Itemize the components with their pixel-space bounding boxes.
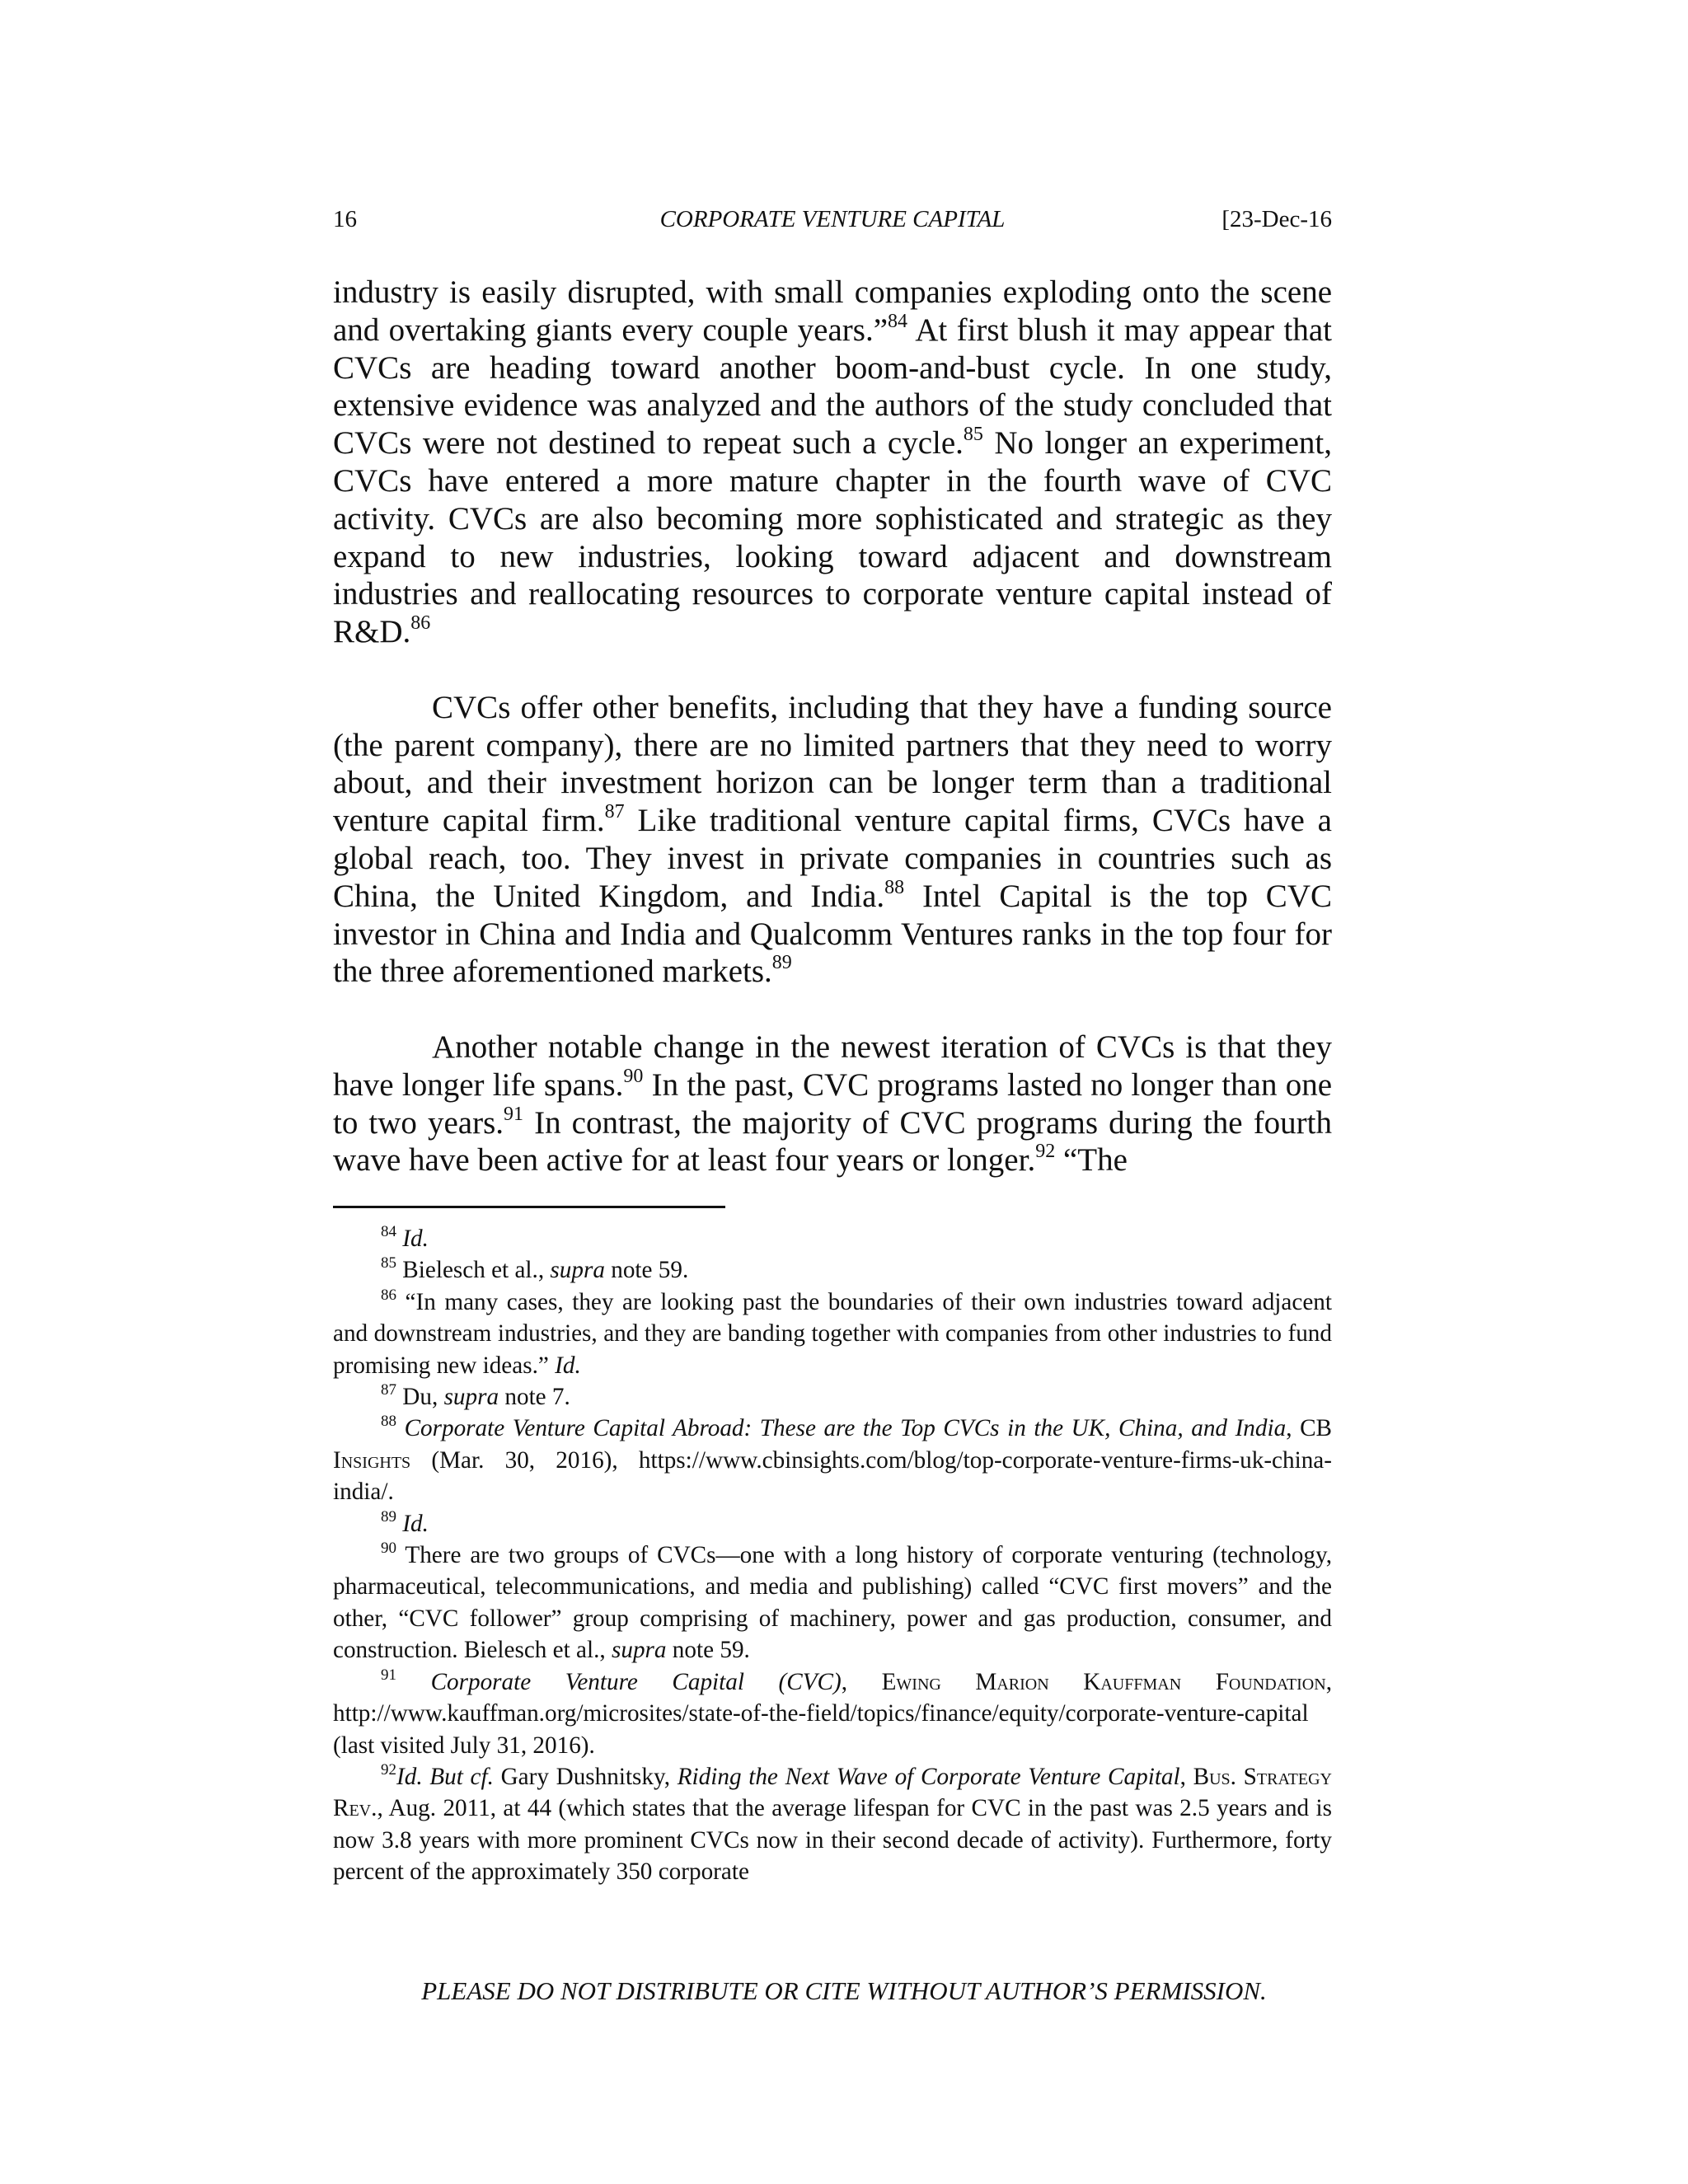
- footnote-91: [333, 1666, 1332, 1761]
- footnote-text: (Mar. 30, 2016), https://www.cbinsights.com/blog/top-corporate-venture-firms-uk-china-india/.: [333, 1446, 1332, 1506]
- paragraph-text: Like traditional venture capital firms, CVCs have a global reach, too. They invest in private companies in countries such as China, the United Kingdom, and India.: [333, 803, 1332, 914]
- footnote-89: [333, 1508, 1332, 1540]
- footnote-title: Corporate Venture Capital Abroad: These are the Top CVCs in the UK, China, and India: [404, 1415, 1287, 1442]
- footnote-92: [333, 1761, 1332, 1888]
- footnote-text: There are two groups of CVCs—one with a long history of corporate venturing (technology, pharmaceutical, telecommunications, and media and publishing) called “CVC first movers” and the other, “CVC follower” group comprising of machinery, power and gas production, consumer, and construction. Bielesch et al.,: [333, 1542, 1332, 1664]
- footnote-text: Du,: [396, 1384, 444, 1411]
- footnote-id: Id.: [555, 1352, 581, 1379]
- footnote-divider: [333, 1206, 725, 1208]
- footnote-88: [333, 1413, 1332, 1507]
- footnote-supra: supra: [612, 1637, 667, 1664]
- footnote-text: ,: [841, 1668, 882, 1695]
- running-title: CORPORATE VENTURE CAPITAL: [659, 206, 1006, 232]
- paragraph-text: In the past, CVC programs lasted no longer than one to two years.: [333, 1066, 1333, 1141]
- footnote-source: Bus. Strategy Rev.: [333, 1763, 1333, 1822]
- footnote-text: Bielesch et al.,: [396, 1257, 551, 1284]
- footnote-id: Id.: [402, 1510, 429, 1537]
- footnote-ref-89: 89: [771, 952, 792, 974]
- footnote-source: Insights: [333, 1446, 411, 1474]
- footnote-text: “In many cases, they are looking past the boundaries of their own industries toward adjacent and downstream industries, and they are banding together with companies from other industries to fund promising new ideas.”: [333, 1288, 1332, 1379]
- body-text: [333, 274, 1332, 1179]
- footnote-supra: supra: [550, 1257, 605, 1284]
- footnote-ref-87: 87: [604, 801, 625, 823]
- footnote-number: 89: [381, 1507, 396, 1526]
- footnote-supra: supra: [443, 1384, 499, 1411]
- footnote-84: [333, 1223, 1332, 1254]
- footnote-number: 88: [381, 1413, 396, 1431]
- paragraph-text: “The: [1055, 1142, 1128, 1179]
- paragraph-text: In contrast, the majority of CVC programs during the fourth wave have been active for at least four years or longer.: [333, 1104, 1333, 1179]
- running-date: [23-Dec-16: [1221, 206, 1332, 232]
- distribution-notice: PLEASE DO NOT DISTRIBUTE OR CITE WITHOUT AUTHOR’S PERMISSION.: [421, 1976, 1267, 2005]
- paragraph-2: [333, 689, 1332, 991]
- footnote-number: 84: [381, 1223, 396, 1240]
- footnote-90: [333, 1540, 1332, 1666]
- paragraph-text: industry is easily disrupted, with small companies exploding onto the scene and overtaking giants every couple years.”: [333, 274, 1332, 348]
- footnote-85: [333, 1254, 1332, 1286]
- paragraph-1: [333, 274, 1332, 651]
- footnote-ref-86: 86: [410, 612, 431, 635]
- footnote-86: [333, 1286, 1332, 1381]
- footnote-text: note 59.: [604, 1257, 689, 1284]
- footnote-ref-91: 91: [504, 1103, 524, 1125]
- footnote-ref-92: 92: [1035, 1141, 1056, 1163]
- footnote-text: Gary Dushnitsky,: [493, 1763, 678, 1790]
- paragraph-text: No longer an experiment, CVCs have entered a more mature chapter in the fourth wave of CVC activity. CVCs are also becoming more sophisticated and strategic as they expand to new industries, looking toward adjacent and downstream industries and reallocating resources to corporate venture capital instead of R&D.: [333, 425, 1332, 650]
- footnote-number: 86: [381, 1286, 396, 1304]
- footnote-source: Ewing Marion Kauffman Foundation: [881, 1668, 1326, 1695]
- paragraph-text: Intel Capital is the top CVC investor in China and India and Qualcomm Ventures ranks in the top four for the three aforementioned markets.: [333, 878, 1332, 990]
- running-head: [333, 201, 1332, 237]
- footnote-number: 85: [381, 1254, 396, 1272]
- footnote-title: Riding the Next Wave of Corporate Venture Capital: [677, 1763, 1180, 1790]
- paragraph-text: CVCs offer other benefits, including that they have a funding source (the parent company), there are no limited partners that they need to worry about, and their investment horizon can be longer term than a traditional venture capital firm.: [333, 689, 1332, 839]
- paragraph-3: [333, 1029, 1332, 1179]
- footnote-ref-90: 90: [623, 1065, 644, 1087]
- paragraph-text: At first blush it may appear that CVCs are heading toward another boom-and-bust cycle. In one study, extensive evidence was analyzed and the authors of the study concluded that CVCs were not destined to repeat such a cycle.: [333, 312, 1333, 462]
- footnote-text: , http://www.kauffman.org/microsites/state-of-the-field/topics/finance/equity/corporate-venture-capital (last visited July 31, 2016).: [333, 1668, 1332, 1759]
- paragraph-text: Another notable change in the newest iteration of CVCs is that they have longer life spans.: [333, 1029, 1332, 1103]
- footnote-id: Id.: [402, 1226, 429, 1252]
- footnote-text: ,: [1179, 1763, 1193, 1790]
- footnote-number: 91: [381, 1666, 396, 1684]
- footnote-number: 92: [381, 1760, 396, 1779]
- footnote-id: Id. But cf.: [396, 1763, 494, 1790]
- footnote-87: [333, 1381, 1332, 1413]
- footnote-ref-88: 88: [884, 876, 905, 898]
- footnote-title: Corporate Venture Capital (CVC): [430, 1668, 842, 1695]
- footnotes: [333, 1223, 1332, 1888]
- footnote-text: note 7.: [499, 1384, 570, 1411]
- footnote-ref-84: 84: [888, 310, 908, 332]
- footnote-ref-85: 85: [963, 424, 983, 446]
- footnote-text: note 59.: [666, 1637, 750, 1664]
- footnote-text: , CB: [1286, 1415, 1333, 1442]
- footnote-text: , Aug. 2011, at 44 (which states that the average lifespan for CVC in the past was 2.5 years and is now 3.8 years with more prominent CVCs now in their second decade of activity). Furthermore, forty percent of the approximately 350 corporate: [333, 1795, 1332, 1886]
- footnote-number: 87: [381, 1381, 396, 1399]
- footnote-number: 90: [381, 1540, 396, 1558]
- page-number: 16: [333, 206, 357, 232]
